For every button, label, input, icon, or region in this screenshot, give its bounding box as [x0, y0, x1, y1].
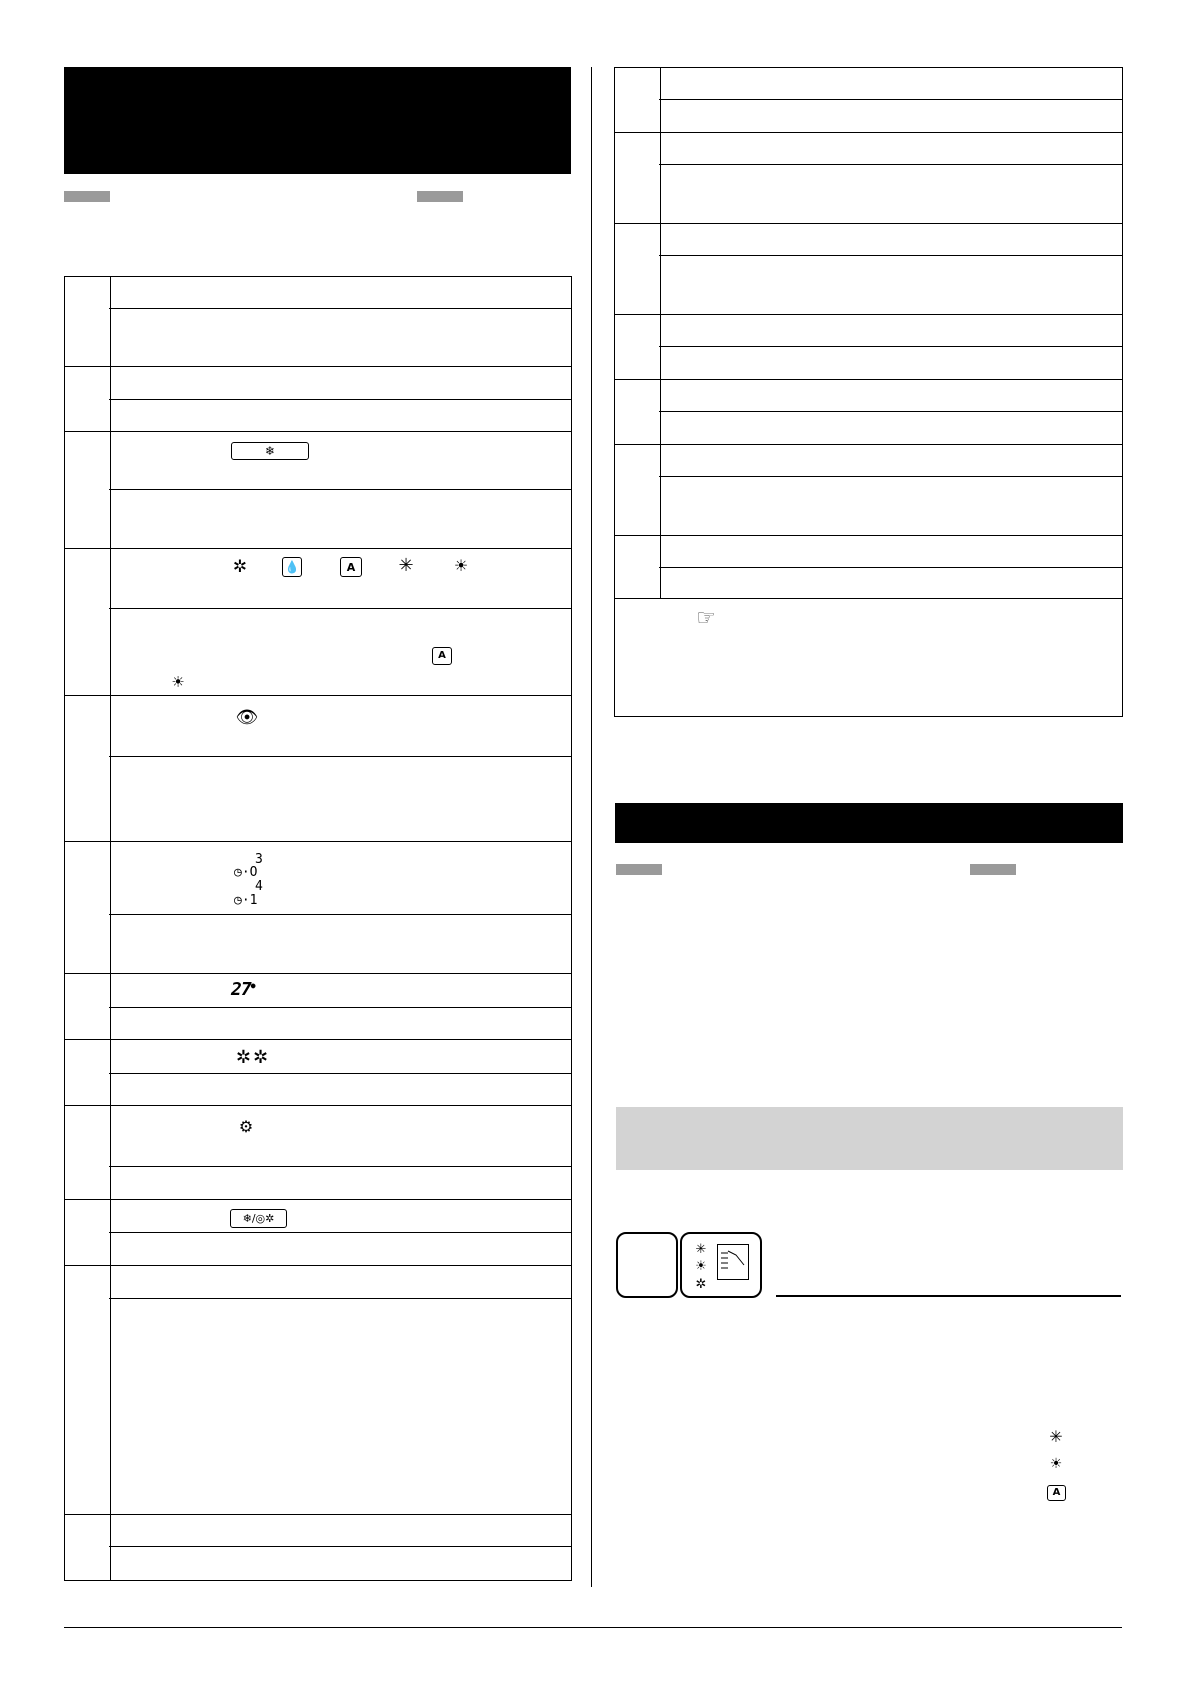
clock-icon-2: ◷·1 — [234, 893, 258, 908]
right-section-header — [615, 803, 1123, 843]
footer-rule — [64, 1627, 1122, 1628]
sun-icon-panel: ☀ — [695, 1258, 707, 1274]
timer-bottom-value: 4 — [255, 879, 263, 894]
pointing-hand-icon: ☞ — [696, 606, 716, 631]
blank-panel-icon — [616, 1232, 678, 1298]
grey-info-box — [616, 1107, 1123, 1170]
temperature-value: 27 — [231, 979, 251, 1000]
temperature-display-icon: 27● — [231, 979, 255, 1000]
clock-icon: ◷·O — [234, 865, 258, 880]
left-function-table — [64, 276, 572, 1581]
right-grey-tab-2 — [970, 864, 1016, 875]
sun-icon-list: ☀ — [1049, 1456, 1063, 1472]
auto-mode-icon-2: A — [432, 647, 452, 665]
sun-icon-2: ☀ — [171, 672, 185, 691]
fan-icon-panel: ✲ — [695, 1276, 707, 1292]
snowflake-icon-list: ✳ — [1049, 1427, 1063, 1446]
fan-speed-icon: ✲✲ — [235, 1047, 271, 1068]
mode-combo-icon: ❄/◎✲ — [230, 1209, 287, 1228]
timer-top-state: O — [249, 865, 258, 880]
left-grey-tab-1 — [64, 191, 110, 202]
timer-bottom-state: 1 — [249, 893, 258, 908]
right-grey-tab-1 — [616, 864, 662, 875]
eye-sensor-icon: 👁 — [235, 707, 259, 728]
fan-icon: ✲ — [232, 556, 248, 577]
mode-panel-icon — [680, 1232, 762, 1298]
snowflake-icon-panel: ✳ — [695, 1241, 707, 1257]
timer-top-value: 3 — [255, 852, 263, 867]
filter-icon: ⚙ — [238, 1117, 254, 1136]
left-grey-tab-2 — [417, 191, 463, 202]
dry-icon: 💧 — [282, 557, 302, 577]
chart-panel-icon — [717, 1244, 749, 1280]
sun-icon: ☀ — [453, 556, 469, 575]
auto-mode-icon-list: A — [1047, 1485, 1066, 1501]
header-button-icon: ❄ — [231, 442, 309, 460]
column-divider — [591, 67, 592, 1587]
auto-mode-icon: A — [340, 557, 362, 577]
feature-heading-underline — [776, 1295, 1121, 1297]
snowflake-icon: ✳ — [398, 555, 414, 576]
left-header-bar — [64, 67, 571, 174]
timer-icon — [234, 853, 274, 911]
